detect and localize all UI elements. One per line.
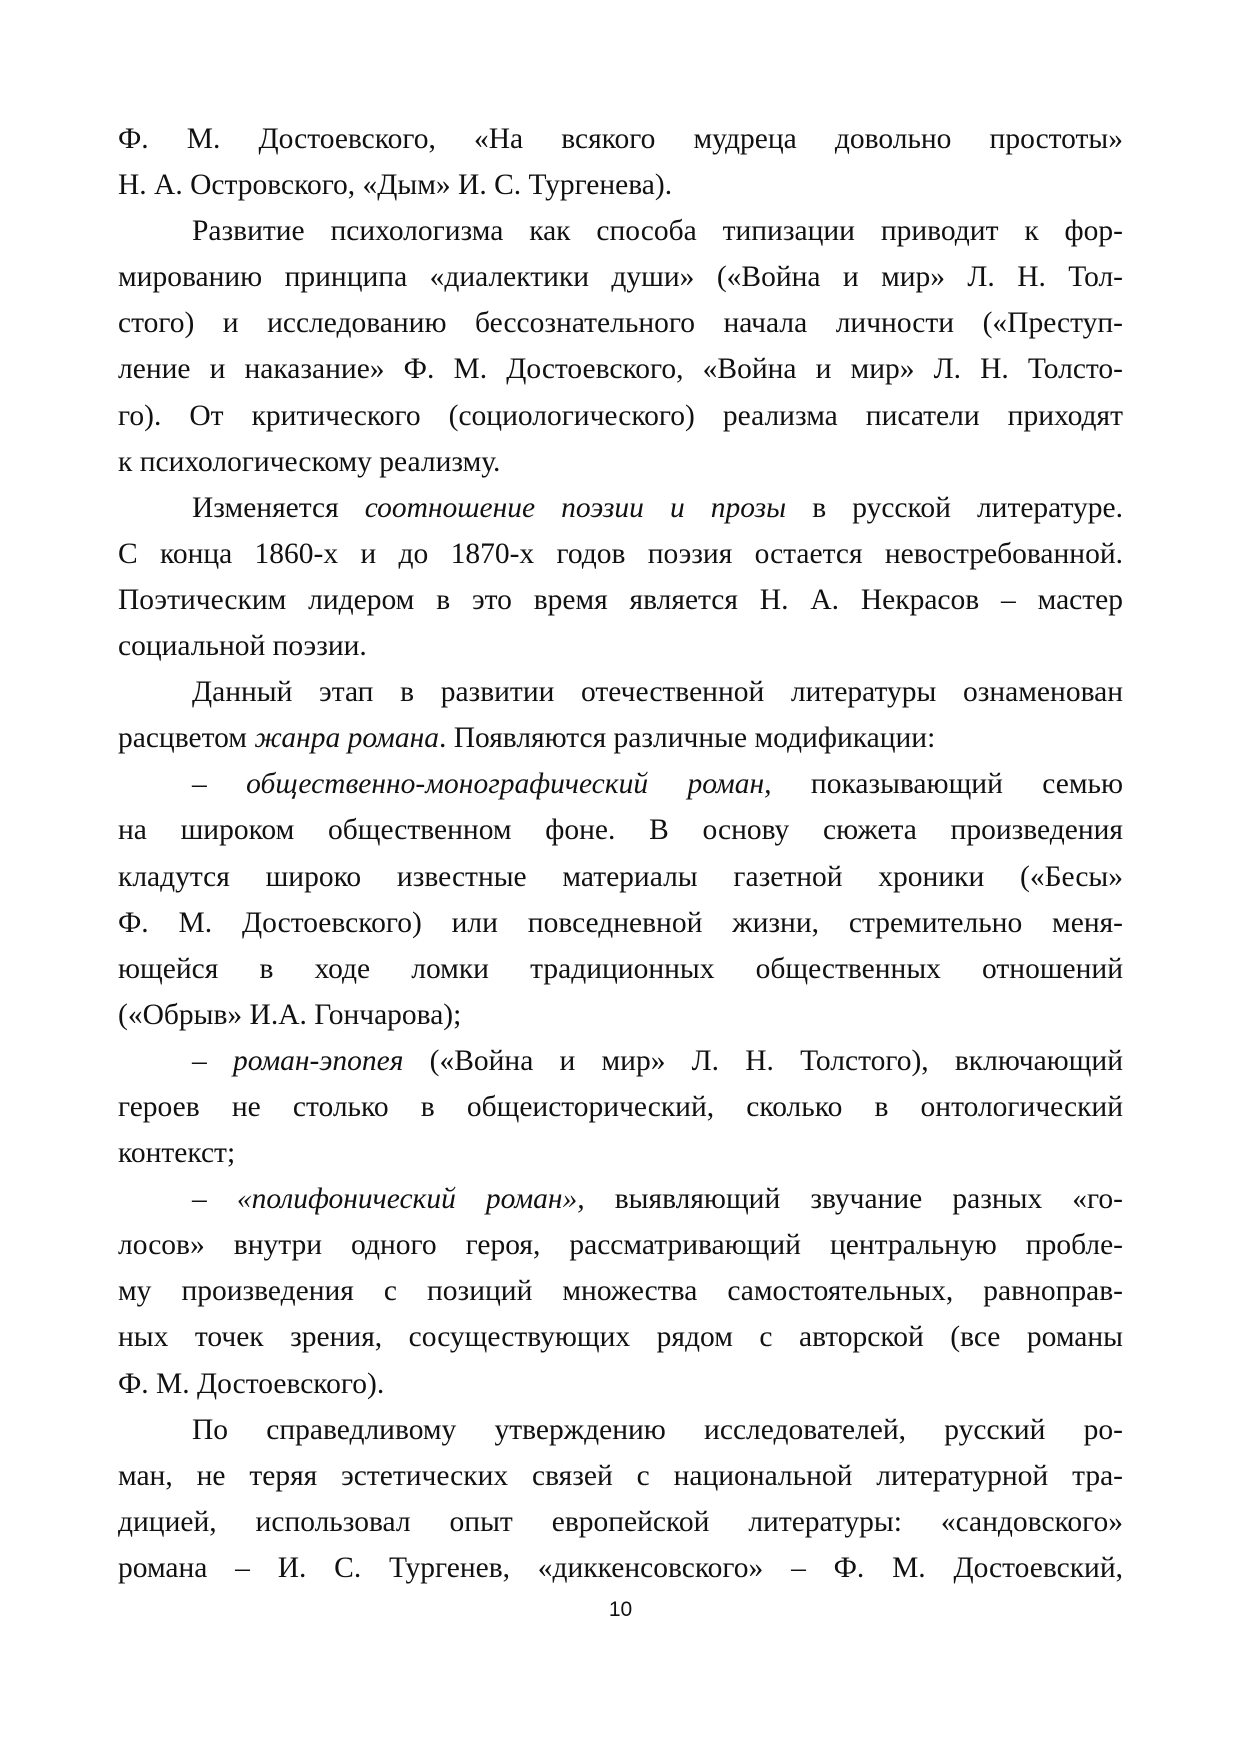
italic-text-run: – роман-эпопея	[192, 1044, 404, 1077]
text-run: Данный этап в развитии отечественной литературы ознаменован	[192, 676, 1123, 709]
text-run: Развитие психологизма как способа типизации приводит к фор-	[192, 215, 1123, 248]
text-line	[118, 254, 1123, 300]
text-run: на широком общественном фоне. В основу сюжета произведения	[118, 814, 1123, 847]
text-line	[118, 1038, 1123, 1084]
text-line	[118, 439, 1123, 485]
text-line	[118, 162, 1123, 208]
text-run: ман, не теряя эстетических связей с национальной литературной тра-	[118, 1459, 1123, 1492]
text-line	[118, 1222, 1123, 1268]
text-run: Ф. М. Достоевского, «На всякого мудреца довольно простоты»	[118, 123, 1123, 155]
text-line	[118, 531, 1123, 577]
text-run: расцветом	[118, 722, 255, 755]
text-line	[118, 1407, 1123, 1453]
text-run: Ф. М. Достоевского) или повседневной жизни, стремительно меня-	[118, 906, 1123, 939]
text-run: Поэтическим лидером в это время является Н. А. Некрасов – мастер	[118, 583, 1123, 616]
text-line	[118, 1361, 1123, 1407]
text-line	[118, 669, 1123, 715]
text-run: ление и наказание» Ф. М. Достоевского, «Война и мир» Л. Н. Толсто-	[118, 353, 1123, 386]
text-run: ющейся в ходе ломки традиционных общественных отношений	[118, 952, 1123, 985]
page-number: 10	[608, 1598, 633, 1621]
text-line	[118, 393, 1123, 439]
text-run: Н. А. Островского, «Дым» И. С. Тургенева).	[118, 169, 673, 202]
text-run: социальной поэзии.	[118, 630, 367, 663]
italic-text-run: соотношение поэзии и прозы	[364, 491, 787, 524]
text-run: показывающий семью	[771, 768, 1123, 801]
text-run: ных точек зрения, сосуществующих рядом с авторской (все романы	[118, 1321, 1123, 1354]
text-line	[118, 1176, 1123, 1222]
text-run: романа – И. С. Тургенев, «диккенсовского» – Ф. М. Достоевский,	[118, 1551, 1123, 1584]
text-run: Изменяется	[192, 491, 365, 524]
body-text	[118, 116, 1123, 1591]
text-run: мированию принципа «диалектики души» («Война и мир» Л. Н. Тол-	[118, 261, 1123, 294]
italic-text-run: – «полифонический роман»,	[192, 1183, 585, 1216]
text-run: го). От критического (социологического) реализма писатели приходят	[118, 399, 1123, 432]
text-run: Ф. М. Достоевского).	[118, 1367, 385, 1400]
text-line	[118, 1499, 1123, 1545]
text-line	[118, 300, 1123, 346]
text-line	[118, 715, 1123, 761]
text-line	[118, 1314, 1123, 1360]
text-line	[118, 1130, 1123, 1176]
text-line	[118, 623, 1123, 669]
text-run: лосов» внутри одного героя, рассматривающий центральную пробле-	[118, 1229, 1123, 1262]
text-run: контекст;	[118, 1137, 236, 1170]
text-line	[118, 946, 1123, 992]
text-run: выявляющий звучание разных «го-	[584, 1183, 1123, 1216]
text-run: дицией, использовал опыт европейской литературы: «сандовского»	[118, 1505, 1123, 1538]
text-line	[118, 116, 1123, 162]
text-run: С конца 1860-х и до 1870-х годов поэзия остается невостребованной.	[118, 537, 1123, 570]
text-line	[118, 992, 1123, 1038]
text-run: («Обрыв» И.А. Гончарова);	[118, 998, 462, 1031]
text-line	[118, 1453, 1123, 1499]
text-line	[118, 807, 1123, 853]
text-line	[118, 900, 1123, 946]
text-run: кладутся широко известные материалы газетной хроники («Бесы»	[118, 860, 1123, 893]
italic-text-run: – общественно-монографический роман,	[192, 768, 772, 801]
text-line	[118, 1084, 1123, 1130]
text-line	[118, 854, 1123, 900]
text-run: По справедливому утверждению исследователей, русский ро-	[192, 1413, 1123, 1446]
text-line	[118, 208, 1123, 254]
text-run: («Война и мир» Л. Н. Толстого), включающий	[403, 1044, 1124, 1077]
text-line	[118, 761, 1123, 807]
text-line	[118, 1545, 1123, 1591]
text-run: стого) и исследованию бессознательного начала личности («Преступ-	[118, 307, 1123, 340]
text-run: героев не столько в общеисторический, сколько в онтологический	[118, 1090, 1123, 1123]
text-line	[118, 346, 1123, 392]
text-line	[118, 485, 1123, 531]
text-run: му произведения с позиций множества самостоятельных, равноправ-	[118, 1275, 1123, 1308]
text-run: . Появляются различные модификации:	[438, 722, 936, 755]
text-run: в русской литературе.	[786, 491, 1123, 524]
text-run: к психологическому реализму.	[118, 445, 501, 478]
italic-text-run: жанра романа	[254, 722, 439, 755]
text-line	[118, 1268, 1123, 1314]
text-line	[118, 577, 1123, 623]
